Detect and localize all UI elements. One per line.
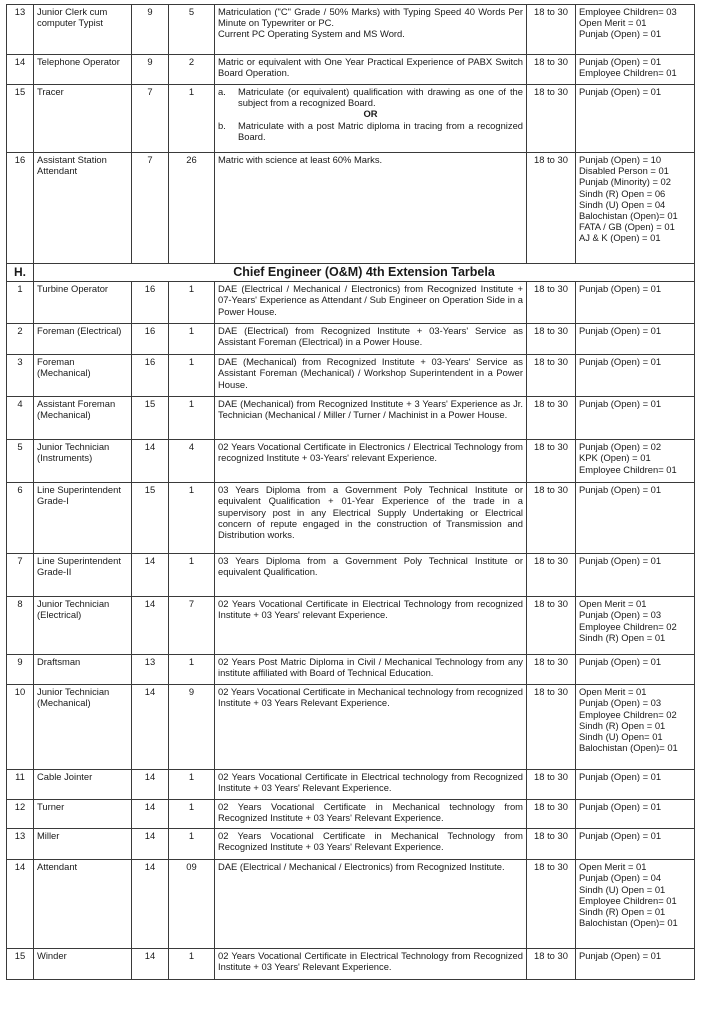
qualification — [215, 153, 527, 264]
number-of-posts: 1 — [169, 483, 215, 554]
qualification — [215, 554, 527, 597]
quota-line: Punjab (Minority) = 02 — [579, 176, 671, 188]
quota-distribution — [576, 597, 695, 655]
post-name: Junior Clerk cum computer Typist — [34, 5, 132, 55]
bps-grade: 9 — [132, 55, 169, 85]
table-row — [7, 85, 695, 153]
quota-line: Open Merit = 01 — [579, 686, 647, 698]
serial-number: 14 — [7, 860, 34, 949]
quota-line: Employee Children= 01 — [579, 463, 677, 475]
table-row — [7, 5, 695, 55]
post-name: Attendant — [34, 860, 132, 949]
quota-line: Punjab (Open) = 04 — [579, 872, 662, 884]
qualification-line: 02 Years Vocational Certificate in Mechanical Technology from Recognized Institute + 03 Years' Relevant Experience. — [218, 830, 523, 853]
quota-line: Punjab (Open) = 01 — [579, 771, 662, 783]
age-limit: 18 to 30 — [527, 153, 576, 264]
age-limit: 18 to 30 — [527, 770, 576, 800]
qualification — [215, 655, 527, 685]
number-of-posts: 1 — [169, 554, 215, 597]
number-of-posts: 1 — [169, 282, 215, 324]
table-row — [7, 829, 695, 860]
post-name: Foreman (Mechanical) — [34, 355, 132, 397]
table-row — [7, 483, 695, 554]
qualification — [215, 770, 527, 800]
quota-distribution — [576, 860, 695, 949]
qualification — [215, 597, 527, 655]
section-row — [7, 264, 695, 282]
bps-grade: 7 — [132, 85, 169, 153]
quota-line: Open Merit = 01 — [579, 17, 647, 29]
qualification-line: DAE (Mechanical) from Recognized Institute + 03-Years' Service as Assistant Foreman (Mechanical) / Workshop Superintendent in a Power House. — [218, 356, 523, 390]
post-name: Draftsman — [34, 655, 132, 685]
age-limit: 18 to 30 — [527, 554, 576, 597]
quota-line: Balochistan (Open)= 01 — [579, 917, 678, 929]
table-body-section-h — [7, 282, 695, 980]
qualification — [215, 5, 527, 55]
option-text: Matriculate with a post Matric diploma in tracing from a recognized Board. — [238, 119, 523, 142]
bps-grade: 16 — [132, 324, 169, 355]
bps-grade: 14 — [132, 860, 169, 949]
serial-number: 6 — [7, 483, 34, 554]
qualification-line: 02 Years Vocational Certificate in Electronics / Electrical Technology from recognized Institute + 03-Years' relevant Experience. — [218, 441, 523, 464]
quota-distribution — [576, 800, 695, 829]
age-limit: 18 to 30 — [527, 85, 576, 153]
quota-line: Employee Children= 02 — [579, 708, 677, 720]
quota-line: FATA / GB (Open) = 01 — [579, 221, 675, 233]
quota-line: Punjab (Open) = 02 — [579, 441, 662, 453]
post-name: Line Superintendent Grade-II — [34, 554, 132, 597]
table-row — [7, 282, 695, 324]
number-of-posts: 4 — [169, 440, 215, 483]
number-of-posts: 2 — [169, 55, 215, 85]
number-of-posts: 1 — [169, 85, 215, 153]
qualification — [215, 829, 527, 860]
table-row — [7, 324, 695, 355]
quota-line: Sindh (U) Open = 01 — [579, 883, 666, 895]
post-name: Assistant Station Attendant — [34, 153, 132, 264]
qualification-line: 03 Years Diploma from a Government Poly Technical Institute or equivalent Qualification + 01-Year Experience of the trade in a supervisory post in any Electrical Supply Undertaking or Electrical concern of repute engaged in the construction of Transmission and Distribution works. — [218, 484, 523, 541]
qualification — [215, 483, 527, 554]
serial-number: 13 — [7, 829, 34, 860]
quota-line: Punjab (Open) = 01 — [579, 656, 662, 668]
number-of-posts: 1 — [169, 800, 215, 829]
qualification-line: Matric with science at least 60% Marks. — [218, 154, 383, 165]
qualification — [215, 440, 527, 483]
qualification-line: 02 Years Vocational Certificate in Electrical Technology from Recognized Institute + 03 Years' Relevant Experience. — [218, 950, 523, 973]
bps-grade: 14 — [132, 685, 169, 770]
qualification — [215, 949, 527, 980]
qualification-line: 02 Years Post Matric Diploma in Civil / Mechanical Technology from any institute affiliated with Board of Technical Education. — [218, 656, 523, 679]
serial-number: 8 — [7, 597, 34, 655]
quota-distribution — [576, 655, 695, 685]
quota-line: Employee Children= 02 — [579, 620, 677, 632]
table-row — [7, 949, 695, 980]
age-limit: 18 to 30 — [527, 800, 576, 829]
recruitment-table-page — [6, 4, 694, 980]
quota-line: Sindh (R) Open = 01 — [579, 719, 666, 731]
post-name: Foreman (Electrical) — [34, 324, 132, 355]
quota-line: Sindh (R) Open = 01 — [579, 906, 666, 918]
vacancy-table — [6, 4, 695, 980]
quota-line: Sindh (R) Open = 01 — [579, 631, 666, 643]
age-limit: 18 to 30 — [527, 829, 576, 860]
post-name: Miller — [34, 829, 132, 860]
table-body-previous-section — [7, 5, 695, 264]
quota-line: Sindh (U) Open = 04 — [579, 198, 666, 210]
post-name: Turbine Operator — [34, 282, 132, 324]
qualification — [215, 860, 527, 949]
serial-number: 12 — [7, 800, 34, 829]
quota-distribution — [576, 554, 695, 597]
qualification-option — [218, 120, 523, 142]
quota-line: Punjab (Open) = 01 — [579, 56, 662, 67]
serial-number: 14 — [7, 55, 34, 85]
quota-line: Open Merit = 01 — [579, 598, 647, 610]
bps-grade: 14 — [132, 554, 169, 597]
qualification — [215, 397, 527, 440]
quota-line: AJ & K (Open) = 01 — [579, 232, 661, 244]
age-limit: 18 to 30 — [527, 655, 576, 685]
number-of-posts: 1 — [169, 324, 215, 355]
number-of-posts: 1 — [169, 355, 215, 397]
option-label: b. — [218, 119, 226, 131]
serial-number: 3 — [7, 355, 34, 397]
quota-distribution — [576, 5, 695, 55]
age-limit: 18 to 30 — [527, 397, 576, 440]
quota-line: Employee Children= 03 — [579, 6, 677, 17]
post-name: Cable Jointer — [34, 770, 132, 800]
serial-number: 15 — [7, 85, 34, 153]
quota-distribution — [576, 685, 695, 770]
table-row — [7, 800, 695, 829]
number-of-posts: 5 — [169, 5, 215, 55]
qualification-line: 03 Years Diploma from a Government Poly Technical Institute or equivalent Qualification. — [218, 555, 523, 578]
qualification-line: DAE (Mechanical) from Recognized Institute + 3 Years' Experience as Jr. Technician (Mechanical / Miller / Turner / Machinist in a Power House. — [218, 398, 523, 421]
serial-number: 1 — [7, 282, 34, 324]
number-of-posts: 26 — [169, 153, 215, 264]
quota-line: Punjab (Open) = 01 — [579, 801, 662, 813]
option-label: a. — [218, 86, 226, 97]
qualification-line: Matriculation ("C" Grade / 50% Marks) with Typing Speed 40 Words Per Minute on Typewriter or PC. — [218, 6, 523, 29]
qualification-line: DAE (Electrical / Mechanical / Electronics) from Recognized Institute + 07-Years' Experience as Attendant / Sub Engineer on Operation Side in a Power House. — [218, 283, 523, 317]
quota-distribution — [576, 153, 695, 264]
table-row — [7, 655, 695, 685]
number-of-posts: 09 — [169, 860, 215, 949]
bps-grade: 14 — [132, 800, 169, 829]
bps-grade: 14 — [132, 597, 169, 655]
qualification-line: DAE (Electrical / Mechanical / Electronics) from Recognized Institute. — [218, 861, 505, 873]
qualification-line: 02 Years Vocational Certificate in Mechanical technology from Recognized Institute + 03 Years' Relevant Experience. — [218, 801, 523, 824]
quota-line: Balochistan (Open)= 01 — [579, 742, 678, 754]
quota-line: Punjab (Open) = 01 — [579, 28, 662, 40]
bps-grade: 13 — [132, 655, 169, 685]
number-of-posts: 1 — [169, 770, 215, 800]
quota-distribution — [576, 829, 695, 860]
qualification-line: 02 Years Vocational Certificate in Mechanical technology from recognized Institute + 03 Years Relevant Experience. — [218, 686, 523, 709]
qualification — [215, 800, 527, 829]
qualification-option — [218, 86, 523, 108]
age-limit: 18 to 30 — [527, 685, 576, 770]
table-row — [7, 685, 695, 770]
quota-line: Punjab (Open) = 01 — [579, 830, 662, 842]
qualification-line: 02 Years Vocational Certificate in Electrical technology from Recognized Institute + 03 Years' Relevant Experience. — [218, 771, 523, 794]
serial-number: 7 — [7, 554, 34, 597]
quota-line: Punjab (Open) = 03 — [579, 697, 662, 709]
bps-grade: 14 — [132, 829, 169, 860]
quota-line: Punjab (Open) = 01 — [579, 356, 662, 368]
age-limit: 18 to 30 — [527, 597, 576, 655]
qualification — [215, 355, 527, 397]
section-letter: H. — [7, 264, 34, 282]
qualification — [215, 685, 527, 770]
quota-line: Punjab (Open) = 01 — [579, 86, 662, 97]
qualification-line: DAE (Electrical) from Recognized Institute + 03-Years' Service as Assistant Foreman (Electrical) in a Power House. — [218, 325, 523, 348]
quota-distribution — [576, 770, 695, 800]
table-row — [7, 770, 695, 800]
quota-line: Punjab (Open) = 03 — [579, 609, 662, 621]
post-name: Junior Technician (Instruments) — [34, 440, 132, 483]
qualification — [215, 55, 527, 85]
serial-number: 11 — [7, 770, 34, 800]
quota-line: Sindh (R) Open = 06 — [579, 187, 666, 199]
quota-distribution — [576, 282, 695, 324]
table-row — [7, 860, 695, 949]
post-name: Turner — [34, 800, 132, 829]
quota-distribution — [576, 397, 695, 440]
post-name: Junior Technician (Mechanical) — [34, 685, 132, 770]
serial-number: 15 — [7, 949, 34, 980]
quota-line: Employee Children= 01 — [579, 894, 677, 906]
section-title: Chief Engineer (O&M) 4th Extension Tarbela — [34, 264, 695, 282]
table-row — [7, 554, 695, 597]
number-of-posts: 1 — [169, 829, 215, 860]
quota-line: Punjab (Open) = 10 — [579, 154, 662, 165]
serial-number: 4 — [7, 397, 34, 440]
qualification-line: Matric or equivalent with One Year Practical Experience of PABX Switch Board Operation. — [218, 56, 523, 79]
table-row — [7, 397, 695, 440]
post-name: Assistant Foreman (Mechanical) — [34, 397, 132, 440]
bps-grade: 16 — [132, 355, 169, 397]
serial-number: 2 — [7, 324, 34, 355]
age-limit: 18 to 30 — [527, 5, 576, 55]
age-limit: 18 to 30 — [527, 860, 576, 949]
serial-number: 16 — [7, 153, 34, 264]
bps-grade: 7 — [132, 153, 169, 264]
quota-line: Punjab (Open) = 01 — [579, 555, 662, 567]
post-name: Junior Technician (Electrical) — [34, 597, 132, 655]
bps-grade: 15 — [132, 397, 169, 440]
qualification — [215, 282, 527, 324]
bps-grade: 15 — [132, 483, 169, 554]
post-name: Winder — [34, 949, 132, 980]
age-limit: 18 to 30 — [527, 483, 576, 554]
quota-distribution — [576, 85, 695, 153]
table-row — [7, 355, 695, 397]
quota-distribution — [576, 949, 695, 980]
post-name: Tracer — [34, 85, 132, 153]
post-name: Telephone Operator — [34, 55, 132, 85]
quota-line: Employee Children= 01 — [579, 67, 677, 79]
table-row — [7, 597, 695, 655]
quota-distribution — [576, 483, 695, 554]
quota-line: Punjab (Open) = 01 — [579, 484, 662, 496]
quota-line: Punjab (Open) = 01 — [579, 950, 662, 962]
age-limit: 18 to 30 — [527, 440, 576, 483]
age-limit: 18 to 30 — [527, 55, 576, 85]
number-of-posts: 1 — [169, 655, 215, 685]
serial-number: 9 — [7, 655, 34, 685]
bps-grade: 14 — [132, 770, 169, 800]
bps-grade: 14 — [132, 949, 169, 980]
quota-line: Disabled Person = 01 — [579, 165, 669, 177]
quota-line: Punjab (Open) = 01 — [579, 283, 662, 295]
bps-grade: 16 — [132, 282, 169, 324]
bps-grade: 9 — [132, 5, 169, 55]
number-of-posts: 1 — [169, 949, 215, 980]
age-limit: 18 to 30 — [527, 949, 576, 980]
serial-number: 13 — [7, 5, 34, 55]
qualification — [215, 324, 527, 355]
bps-grade: 14 — [132, 440, 169, 483]
quota-line: Open Merit = 01 — [579, 861, 647, 873]
age-limit: 18 to 30 — [527, 282, 576, 324]
quota-distribution — [576, 55, 695, 85]
quota-line: Balochistan (Open)= 01 — [579, 210, 678, 222]
quota-line: Punjab (Open) = 01 — [579, 398, 662, 410]
table-row — [7, 153, 695, 264]
quota-distribution — [576, 324, 695, 355]
post-name: Line Superintendent Grade-I — [34, 483, 132, 554]
qualification-line: Current PC Operating System and MS Word. — [218, 28, 405, 40]
age-limit: 18 to 30 — [527, 324, 576, 355]
quota-line: Sindh (U) Open= 01 — [579, 731, 663, 743]
serial-number: 10 — [7, 685, 34, 770]
option-text: Matriculate (or equivalent) qualification with drawing as one of the subject from a recognized Board. — [238, 86, 523, 109]
number-of-posts: 7 — [169, 597, 215, 655]
age-limit: 18 to 30 — [527, 355, 576, 397]
quota-line: Punjab (Open) = 01 — [579, 325, 662, 337]
quota-distribution — [576, 355, 695, 397]
number-of-posts: 9 — [169, 685, 215, 770]
section-h-header — [7, 264, 695, 282]
qualification — [215, 85, 527, 153]
quota-line: KPK (Open) = 01 — [579, 452, 651, 464]
table-row — [7, 440, 695, 483]
qualification-line: 02 Years Vocational Certificate in Electrical Technology from recognized Institute + 03 Years' relevant Experience. — [218, 598, 523, 621]
table-row — [7, 55, 695, 85]
serial-number: 5 — [7, 440, 34, 483]
quota-distribution — [576, 440, 695, 483]
or-separator: OR — [363, 108, 378, 120]
number-of-posts: 1 — [169, 397, 215, 440]
